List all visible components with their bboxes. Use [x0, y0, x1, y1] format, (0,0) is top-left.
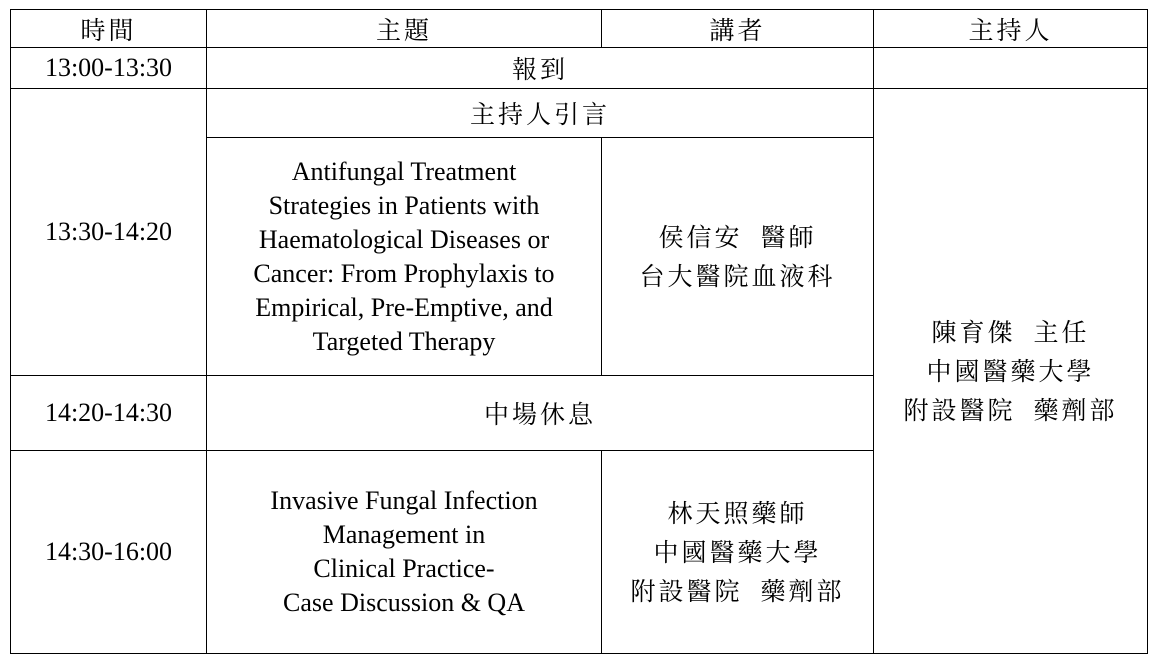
- session2-time: 14:30-16:00: [11, 451, 207, 654]
- session1-speaker-name: 侯信安: [658, 222, 743, 252]
- session2-speaker-line3a: 附設醫院: [630, 576, 743, 606]
- header-row: [11, 10, 1148, 48]
- break-label: 中場休息: [207, 376, 874, 451]
- session1-topic-line: Targeted Therapy: [312, 326, 496, 356]
- moderator-affiliation-line2: 中國醫藥大學: [926, 356, 1095, 386]
- session1-topic-line: Strategies in Patients with: [268, 190, 540, 220]
- session2-topic-line: Clinical Practice-: [313, 554, 495, 583]
- session2-topic-line: Invasive Fungal Infection: [270, 486, 538, 515]
- header-time: 時間: [11, 10, 207, 48]
- session2-speaker-line1: 林天照藥師: [667, 498, 808, 528]
- agenda-table: [10, 9, 1148, 654]
- registration-time: 13:00-13:30: [11, 48, 207, 89]
- session2-speaker-line3b: 藥劑部: [760, 576, 845, 606]
- break-time: 14:20-14:30: [11, 376, 207, 451]
- moderator-line3a: 附設醫院: [903, 395, 1016, 425]
- header-speaker: 講者: [602, 10, 874, 48]
- session2-speaker-line3: [602, 572, 873, 611]
- session1-topic-line: Antifungal Treatment: [291, 156, 517, 186]
- header-moderator: 主持人: [874, 10, 1148, 48]
- session1-speaker: [602, 138, 874, 376]
- session1-topic: [207, 138, 602, 376]
- session2-speaker-line2: 中國醫藥大學: [653, 537, 822, 567]
- intro-label: 主持人引言: [207, 89, 874, 138]
- registration-moderator-empty: [874, 48, 1148, 89]
- session1-speaker-name-line: [602, 218, 873, 257]
- session2-topic-line: Management in: [322, 520, 486, 549]
- moderator-name-line: [874, 313, 1147, 352]
- moderator-cell: [874, 89, 1148, 654]
- registration-row: [11, 48, 1148, 89]
- session1-speaker-title: 醫師: [760, 222, 817, 252]
- session1-topic-line: Cancer: From Prophylaxis to: [253, 258, 555, 288]
- moderator-title: 主任: [1033, 317, 1090, 347]
- session2-topic: [207, 451, 602, 654]
- header-topic: 主題: [207, 10, 602, 48]
- registration-label: 報到: [207, 48, 874, 89]
- session2-topic-line: Case Discussion & QA: [283, 588, 525, 617]
- session1-speaker-affiliation: 台大醫院血液科: [639, 261, 836, 291]
- intro-row: [11, 89, 1148, 138]
- session1-time: 13:30-14:20: [11, 89, 207, 376]
- moderator-affiliation-line3: [874, 391, 1147, 430]
- moderator-name: 陳育傑: [931, 317, 1016, 347]
- moderator-line3b: 藥劑部: [1033, 395, 1118, 425]
- session2-speaker: [602, 451, 874, 654]
- session1-topic-line: Empirical, Pre-Emptive, and: [255, 292, 553, 322]
- session1-topic-line: Haematological Diseases or: [258, 224, 550, 254]
